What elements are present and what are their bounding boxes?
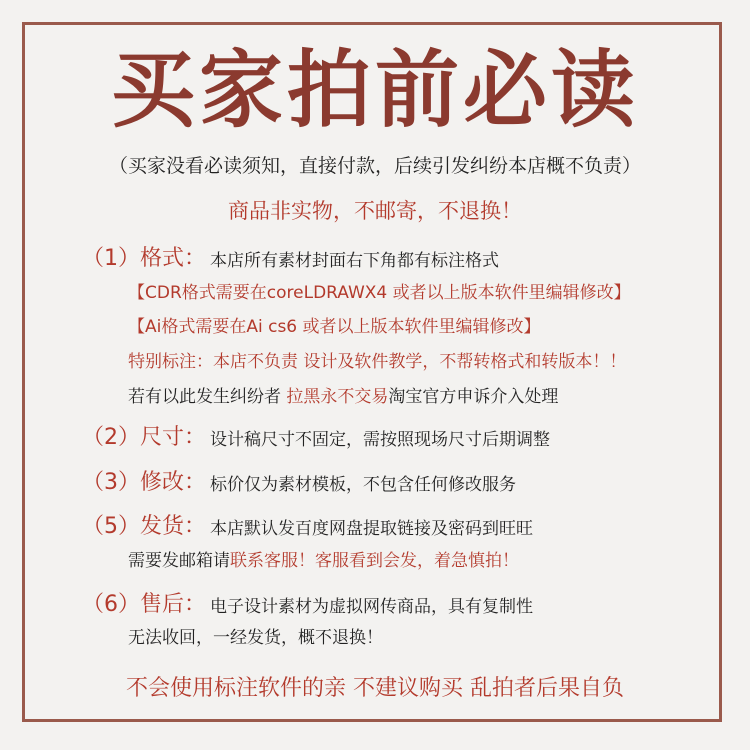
page-title: 买家拍前必读 [110,41,639,139]
section-size [82,425,206,452]
format-label: （1）格式： [82,246,206,271]
format-line-1: 本店所有素材封面右下角都有标注格式 [210,251,499,271]
notice-text: （买家没看必读须知，直接付款，后续引发纠纷本店概不负责） [108,155,641,177]
format-line-5b: 拉黑永不交易 [286,387,389,407]
size-label: （2）尺寸： [82,425,206,450]
delivery-line-2 [128,548,519,574]
section-format [82,246,206,273]
format-line-5c: 淘宝官方申诉介入处理 [388,387,559,407]
format-line-5a: 若有以此发生纠纷者 [128,387,287,407]
format-line-4: 特别标注：本店不负责 设计及软件教学，不帮转格式和转版本！！ [128,352,627,372]
modify-label: （3）修改： [82,470,206,495]
section-delivery [82,514,206,541]
virtual-notice: 商品非实物，不邮寄，不退换！ [228,199,522,223]
section-aftersale [82,592,206,619]
aftersale-line-1: 电子设计素材为虚拟网传商品，具有复制性 [210,597,533,617]
format-line-3: 【Ai格式需要在Ai cs6 或者以上版本软件里编辑修改】 [128,317,541,337]
delivery-label: （5）发货： [82,514,206,539]
footer-warning: 不会使用标注软件的亲 不建议购买 乱拍者后果自负 [126,676,624,701]
delivery-line-2a: 需要发邮箱请 [128,551,230,571]
modify-line-1: 标价仅为素材模板，不包含任何修改服务 [210,475,516,495]
section-modify [82,470,206,497]
size-line-1: 设计稿尺寸不固定，需按照现场尺寸后期调整 [210,430,550,450]
aftersale-label: （6）售后： [82,592,206,617]
format-line-5 [128,384,558,410]
delivery-line-1: 本店默认发百度网盘提取链接及密码到旺旺 [210,519,533,539]
aftersale-line-2: 无法收回，一经发货，概不退换！ [128,628,383,648]
delivery-line-2b: 联系客服！客服看到会发，着急慎拍！ [230,551,519,571]
format-line-2: 【CDR格式需要在coreLDRAWX4 或者以上版本软件里编辑修改】 [128,283,631,303]
